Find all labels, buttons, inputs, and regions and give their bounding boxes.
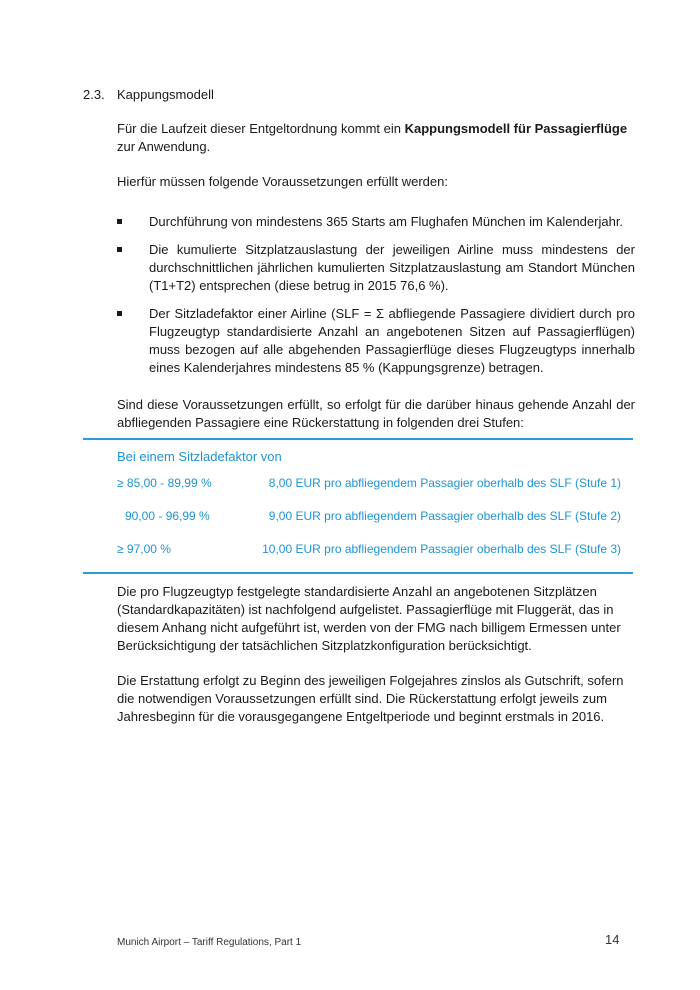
stufe-description: 10,00 EUR pro abfliegendem Passagier oberhalb des SLF (Stufe 3) — [262, 542, 621, 556]
stufen-top-rule — [83, 438, 633, 440]
standard-capacity-paragraph: Die pro Flugzeugtyp festgelegte standardisierte Anzahl an angebotenen Sitzplätzen (Standardkapazitäten) ist nachfolgend aufgelistet. Passagierflüge mit Fluggerät, das in diesem Anhang nicht aufgeführt ist, werden von der FMG nach billigem Ermessen unter Berücksichtigung der tatsächlichen Sitzplatzkonfiguration berücksichtigt. — [117, 584, 621, 653]
bullet-text: Der Sitzladefaktor einer Airline (SLF = Σ abfliegende Passagiere dividiert durch pro Flugzeugtyp standardisierte Anzahl an angebotenen Sitzen auf Passagierflügen) muss bezogen auf alle abgehenden Passagierflüge dieses Flugzeugtyps innerhalb eines Kalenderjahres mindestens 85 % (Kappungsgrenze) betragen. — [149, 306, 635, 375]
page-number: 14 — [605, 932, 620, 947]
bullet-square-icon — [117, 219, 122, 224]
section-title: Kappungsmodell — [117, 87, 214, 102]
stufe-description: 8,00 EUR pro abfliegendem Passagier oberhalb des SLF (Stufe 1) — [268, 476, 621, 490]
stufe-range: ≥ 85,00 - 89,99 % — [117, 476, 212, 490]
list-item — [117, 241, 635, 295]
bullet-square-icon — [117, 247, 122, 252]
stufe-range: 90,00 - 96,99 % — [125, 509, 210, 523]
section-number: 2.3. — [83, 87, 105, 102]
refund-intro: Sind diese Voraussetzungen erfüllt, so erfolgt für die darüber hinaus gehende Anzahl der abfliegenden Passagiere eine Rückerstattung in folgenden drei Stufen: — [117, 397, 635, 430]
stufe-description: 9,00 EUR pro abfliegendem Passagier oberhalb des SLF (Stufe 2) — [268, 509, 621, 523]
requirements-list — [117, 213, 635, 387]
list-item — [117, 305, 635, 377]
intro-text-after: zur Anwendung. — [117, 139, 211, 154]
stufen-bottom-rule — [83, 572, 633, 574]
bullet-text: Die kumulierte Sitzplatzauslastung der jeweiligen Airline muss mindestens der durchschnittlichen jährlichen kumulierten Sitzplatzauslastung am Standort München (T1+T2) entsprechen (diese betrug in 2015 76,6 %). — [149, 242, 635, 293]
intro-paragraph — [117, 120, 635, 156]
section-heading — [83, 86, 214, 104]
intro-bold-term: Kappungsmodell für Passagierflüge — [404, 121, 628, 136]
bullet-square-icon — [117, 311, 122, 316]
bullet-text: Durchführung von mindestens 365 Starts am Flughafen München im Kalenderjahr. — [149, 214, 624, 229]
stufen-title: Bei einem Sitzladefaktor von — [117, 449, 282, 464]
list-item — [117, 213, 635, 231]
footer-document-title: Munich Airport – Tariff Regulations, Part 1 — [117, 937, 302, 948]
intro-text-before: Für die Laufzeit dieser Entgeltordnung kommt ein — [117, 121, 405, 136]
requirements-intro: Hierfür müssen folgende Voraussetzungen erfüllt werden: — [117, 174, 448, 189]
refund-timing-paragraph: Die Erstattung erfolgt zu Beginn des jeweiligen Folgejahres zinslos als Gutschrift, sofern die notwendigen Voraussetzungen erfüllt sind. Die Rückerstattung erfolgt jeweils zum Jahresbeginn für die vorausgegangene Entgeltperiode und beginnt erstmals in 2016. — [117, 673, 624, 724]
stufe-range: ≥ 97,00 % — [117, 542, 171, 556]
